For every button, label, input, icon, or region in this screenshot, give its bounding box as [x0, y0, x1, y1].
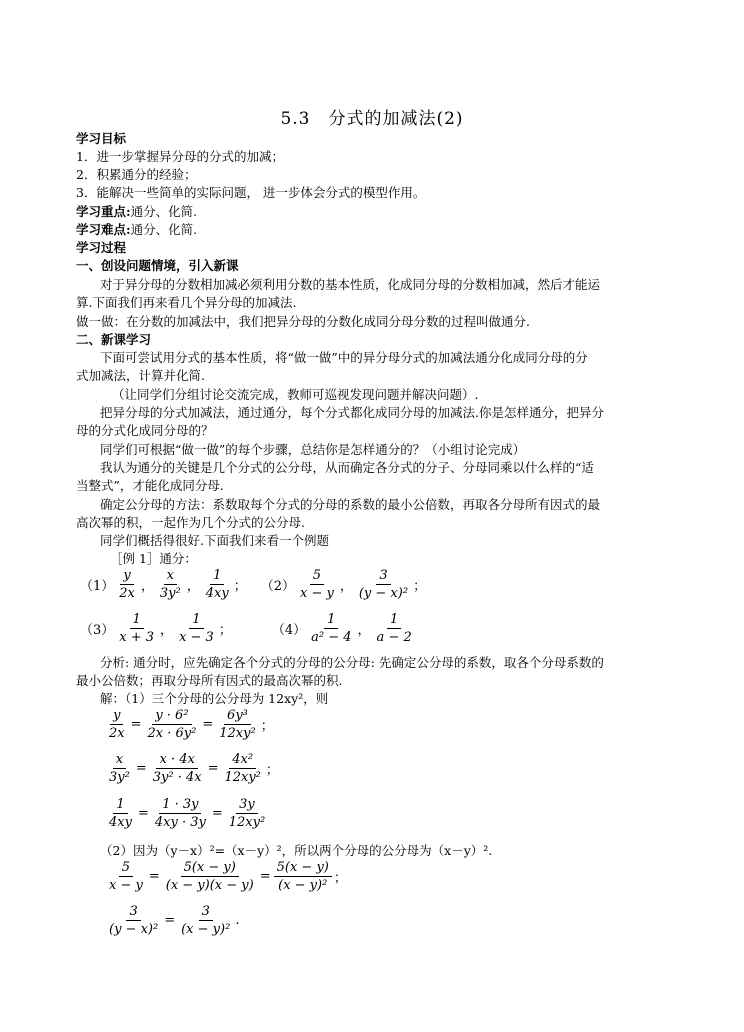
paragraph-9: 同学们概括得很好.下面我们来看一个例题	[100, 533, 329, 548]
fraction-denominator: (y − x)²	[109, 922, 159, 937]
fraction-separator: ，	[160, 623, 174, 638]
fraction	[106, 752, 133, 785]
problem-1-label: （1）	[80, 579, 115, 594]
fraction-separator: =	[164, 913, 176, 928]
fraction-separator: =	[148, 869, 160, 884]
paragraph-6: 同学们可根据“做一做”的每个步骤，总结你是怎样通分的？（小组讨论完成）	[100, 442, 526, 457]
fraction	[106, 904, 161, 937]
fraction-denominator: (x − y)²	[278, 878, 328, 893]
fraction	[116, 612, 157, 645]
fraction-denominator: 2x	[109, 726, 125, 741]
paragraph-3a: 下面可尝试用分式的基本性质，将“做一做”中的异分母分式的加减法通分化成同分母的分	[100, 350, 588, 365]
fraction-separator: =	[259, 869, 271, 884]
fraction-denominator: x + 3	[119, 630, 155, 645]
goal-item-1: 1．进一步掌握异分母的分式的加减；	[76, 149, 284, 164]
fraction-numerator: 5(x − y)	[274, 860, 332, 877]
difficulty-line	[76, 221, 197, 239]
fraction-denominator: a² − 4	[311, 630, 352, 645]
problem-4-label: （4）	[271, 623, 307, 638]
analysis-a: 分析: 通分时，应先确定各个分式的分母的公分母: 先确定公分母的系数，取各个分母系数的	[100, 655, 604, 670]
solution-line-2	[104, 752, 279, 785]
fraction-separator: =	[135, 761, 147, 776]
solution-line-5	[104, 904, 239, 937]
fraction-numerator: 1	[210, 568, 224, 585]
fraction	[106, 708, 128, 741]
solution-1-intro: 解：（1）三个分母的公分母为 12xy²，则	[100, 691, 329, 706]
solution-4-fractions	[104, 860, 334, 893]
paragraph-4: （让同学们分组讨论交流完成，教师可巡视发现问题并解决问题）.	[112, 387, 479, 402]
difficulty-label: 学习难点:	[76, 222, 131, 237]
solution-2-end: ；	[265, 763, 279, 778]
fraction-separator: ，	[140, 579, 154, 594]
fraction-denominator: 3y² · 4x	[152, 770, 202, 785]
goal-heading: 学习目标	[76, 131, 127, 146]
section-1-heading: 一、创设问题情境，引入新课	[76, 258, 239, 273]
analysis-b: 最小公倍数；再取分母所有因式的最高次幂的积.	[76, 673, 343, 688]
solution-4-end: ；	[333, 871, 347, 886]
fraction-denominator: 12xy²	[219, 726, 256, 741]
problem-3-label: （3）	[80, 623, 115, 638]
fraction	[152, 797, 209, 830]
fraction-numerator: 3	[126, 904, 140, 921]
fraction	[145, 708, 200, 741]
fraction-denominator: (x − y)²	[181, 922, 231, 937]
solution-5-fractions	[104, 904, 235, 937]
fraction-numerator: y	[120, 568, 133, 585]
solution-2-fractions	[104, 752, 266, 785]
fraction-denominator: 3y²	[109, 770, 130, 785]
fraction	[374, 612, 415, 645]
fraction	[203, 568, 232, 601]
fraction-numerator: 4x²	[229, 752, 256, 769]
key-point-text: 通分、化简.	[130, 204, 198, 219]
fraction-denominator: (x − y)(x − y)	[165, 878, 254, 893]
problem-3-end: ；	[218, 623, 232, 638]
fraction	[163, 860, 257, 893]
fraction-numerator: 5	[119, 860, 133, 877]
example-1-label: ［例 1］通分：	[110, 551, 197, 566]
fraction-numerator: 3	[199, 904, 213, 921]
problem-2-end: ；	[413, 579, 427, 594]
problem-3-fractions	[114, 612, 219, 645]
fraction	[221, 752, 263, 785]
fraction	[226, 797, 268, 830]
fraction-numerator: x · 4x	[156, 752, 197, 769]
paragraph-1b: 算.下面我们再来看几个异分母的加减法.	[76, 295, 297, 310]
fraction-separator: ，	[357, 623, 371, 638]
solution-1-end: ；	[260, 719, 274, 734]
paragraph-1a: 对于异分母的分数相加减必须利用分数的基本性质，化成同分母的分数相加减，然后才能运	[100, 277, 601, 292]
fraction-numerator: y · 6²	[152, 708, 191, 725]
fraction-separator: =	[137, 806, 149, 821]
fraction-numerator: 5(x − y)	[181, 860, 239, 877]
process-heading: 学习过程	[76, 240, 127, 255]
fraction-separator: =	[202, 717, 214, 732]
fraction	[297, 568, 337, 601]
fraction-denominator: x − y	[300, 586, 334, 601]
fraction-denominator: 4xy	[109, 815, 132, 830]
fraction-separator: =	[211, 806, 223, 821]
fraction-numerator: 3y	[236, 797, 258, 814]
fraction	[106, 860, 146, 893]
fraction-numerator: 3	[376, 568, 390, 585]
solution-line-4	[104, 860, 347, 893]
fraction-denominator: a − 2	[376, 630, 412, 645]
fraction-numerator: 1	[324, 612, 338, 629]
paragraph-7a: 我认为通分的关键是几个分式的公分母，从而确定各分式的分子、分母同乘以什么样的“适	[100, 460, 594, 475]
problem-1-end: ；	[233, 579, 247, 594]
paragraph-7b: 当整式”，才能化成同分母.	[76, 478, 224, 493]
page-title: 5.3 分式的加减法(2)	[280, 109, 464, 129]
fraction-numerator: 1	[113, 797, 127, 814]
problem-1-fractions	[114, 568, 233, 601]
fraction	[150, 752, 205, 785]
solution-2-intro: （2）因为（y－x）²=（x－y）²，所以两个分母的公分母为（x－y）².	[100, 843, 493, 858]
fraction-numerator: 5	[310, 568, 324, 585]
goal-item-2: 2．积累通分的经验；	[76, 167, 197, 182]
fraction-separator: ，	[186, 579, 200, 594]
fraction-numerator: 1	[387, 612, 401, 629]
fraction	[274, 860, 332, 893]
problem-2-label: （2）	[260, 579, 295, 594]
paragraph-5b: 母的分式化成同分母的？	[76, 423, 214, 438]
fraction	[116, 568, 138, 601]
fraction-separator: =	[207, 761, 219, 776]
fraction-separator: =	[130, 717, 142, 732]
goal-item-3: 3．能解决一些简单的实际问题， 进一步体会分式的模型作用。	[76, 185, 426, 200]
solution-3-fractions	[104, 797, 270, 830]
fraction-denominator: 2x	[119, 586, 135, 601]
paragraph-8b: 高次幂的积，一起作为几个分式的公分母.	[76, 515, 305, 530]
problem-row-1	[80, 568, 426, 601]
fraction	[106, 797, 135, 830]
fraction-denominator: 12xy²	[228, 815, 266, 830]
fraction-numerator: x	[113, 752, 126, 769]
fraction-numerator: x	[164, 568, 177, 585]
solution-line-3	[104, 797, 270, 830]
paragraph-8a: 确定公分母的方法：系数取每个分式的分母的系数的最小公倍数，再取各分母所有因式的最	[100, 497, 601, 512]
fraction	[216, 708, 258, 741]
fraction-denominator: 3y²	[159, 586, 181, 601]
fraction-numerator: 1	[130, 612, 144, 629]
key-point-label: 学习重点:	[76, 204, 131, 219]
problem-2-fractions	[295, 568, 413, 601]
fraction-denominator: x − 3	[179, 630, 214, 645]
solution-5-end: .	[235, 913, 240, 928]
difficulty-text: 通分、化简.	[130, 222, 198, 237]
problem-row-2	[80, 612, 417, 645]
problem-4-fractions	[306, 612, 417, 645]
paragraph-2: 做一做：在分数的加减法中，我们把异分母的分数化成同分母分数的过程叫做通分.	[76, 314, 530, 329]
fraction-numerator: 1	[189, 612, 203, 629]
fraction-denominator: 2x · 6y²	[147, 726, 197, 741]
fraction-denominator: 12xy²	[224, 770, 261, 785]
paragraph-5a: 把异分母的分式加减法，通过通分，每个分式都化成同分母的加减法.你是怎样通分，把异分	[100, 405, 604, 420]
fraction-denominator: x − y	[109, 878, 143, 893]
section-2-heading: 二、新课学习	[76, 332, 152, 347]
fraction-denominator: 4xy · 3y	[154, 815, 206, 830]
solution-line-1	[104, 708, 274, 741]
fraction	[308, 612, 354, 645]
key-point-line	[76, 203, 197, 221]
fraction-denominator: (y − x)²	[358, 586, 409, 601]
fraction-separator: ，	[339, 579, 353, 594]
fraction	[176, 612, 217, 645]
fraction-denominator: 4xy	[205, 586, 229, 601]
fraction-numerator: y	[110, 708, 123, 725]
paragraph-3b: 式加减法，计算并化简.	[76, 368, 205, 383]
fraction	[178, 904, 233, 937]
solution-1-fractions	[104, 708, 261, 741]
fraction	[157, 568, 184, 601]
fraction-numerator: 6y³	[224, 708, 251, 725]
fraction	[356, 568, 411, 601]
fraction-numerator: 1 · 3y	[159, 797, 201, 814]
